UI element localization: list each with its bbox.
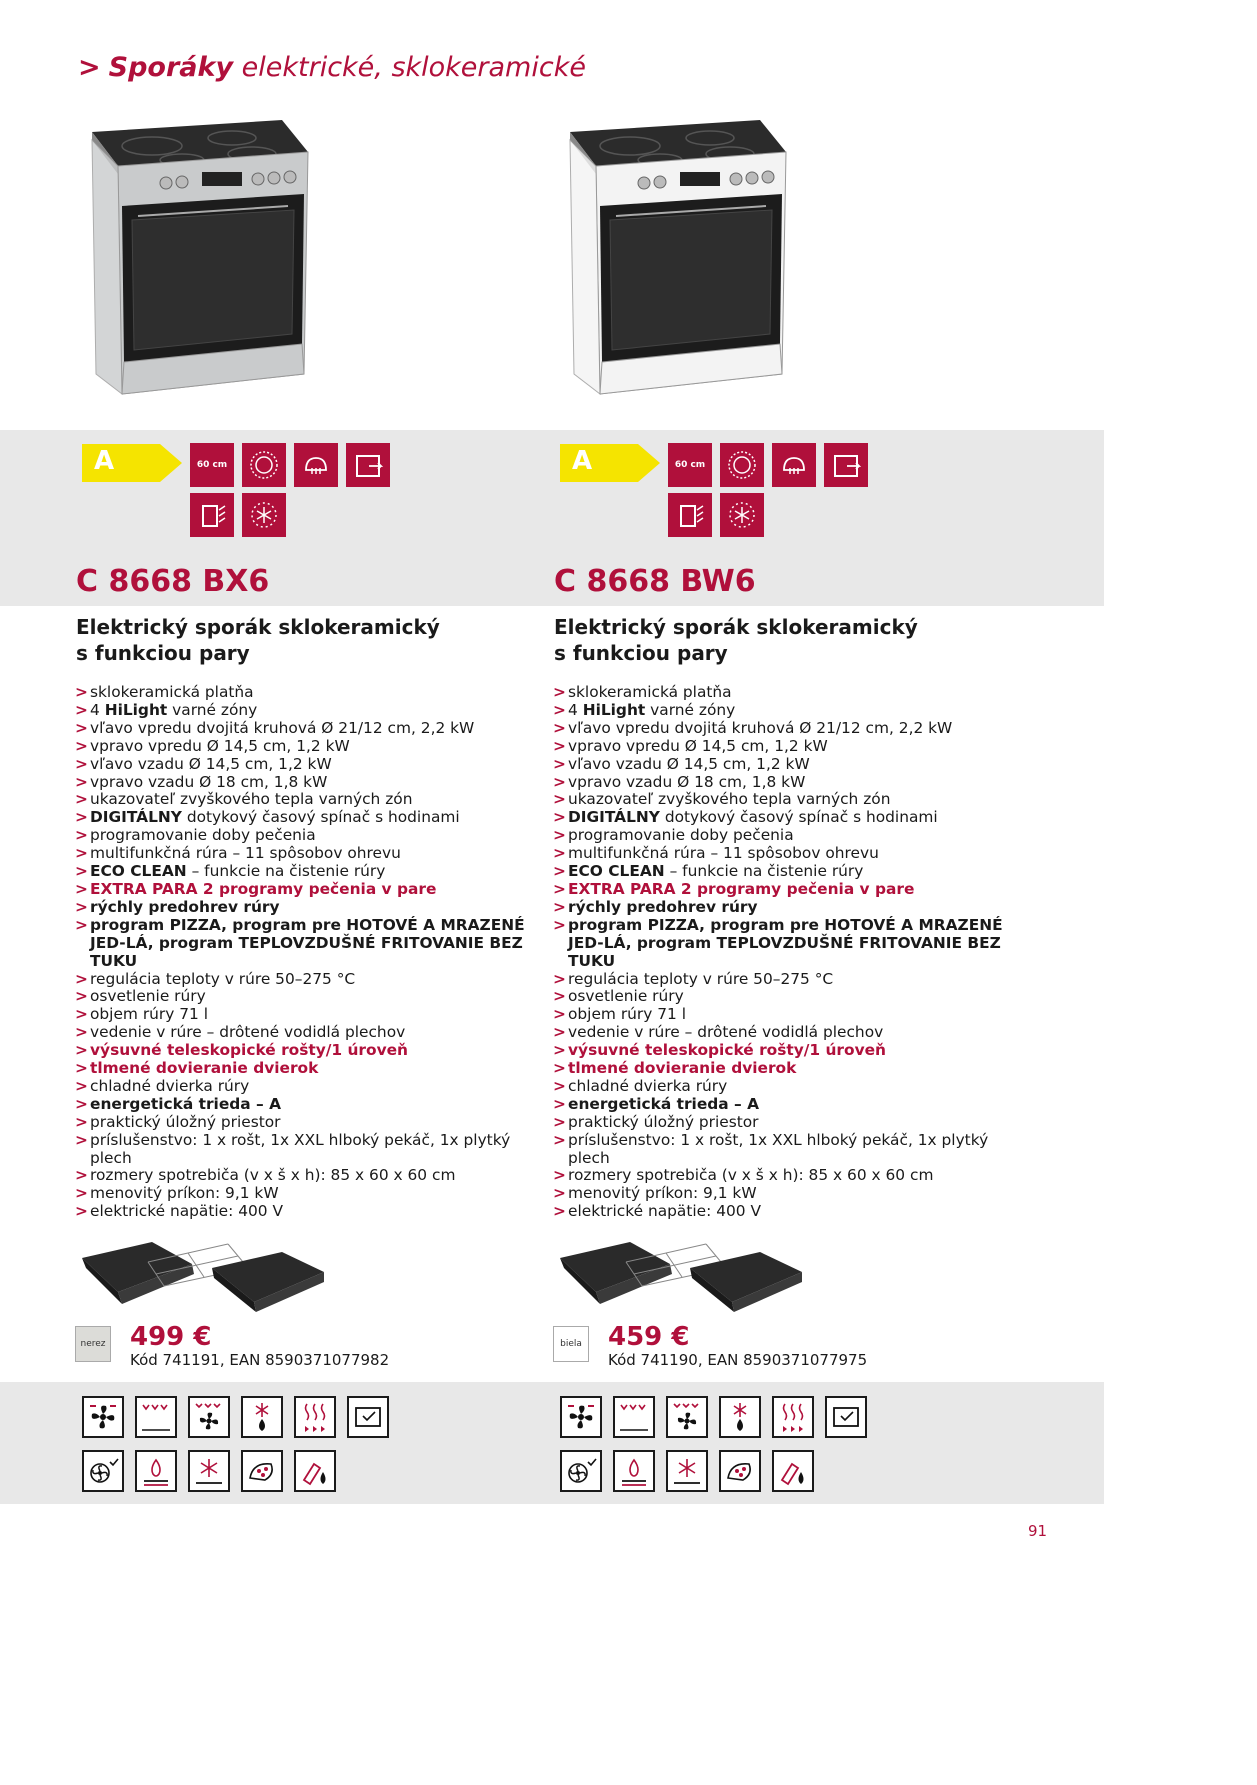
fan-with-top-heat-icon-glyph <box>192 1400 226 1434</box>
hot-air-fan-icon-glyph <box>564 1400 598 1434</box>
spec-item <box>75 881 545 899</box>
spec-text: – funkcie na čistenie rúry <box>664 862 864 881</box>
spec-text: vpravo vpredu Ø 14,5 cm, 1,2 kW <box>90 736 350 755</box>
chevron-right-icon: > <box>78 52 101 83</box>
pizza-tray-icon-glyph <box>245 1454 279 1488</box>
spec-text: ukazovateľ zvyškového tepla varných zón <box>568 790 891 809</box>
pizza-tray-icon-glyph <box>723 1454 757 1488</box>
fan-with-top-heat-icon-glyph <box>670 1400 704 1434</box>
price: 499 € <box>130 1322 212 1352</box>
spec-list <box>553 684 1023 1221</box>
storage-drawer-icon-glyph <box>351 448 385 482</box>
spec-text: výsuvné teleskopické rošty/1 úroveň <box>568 1041 887 1060</box>
page-number: 91 <box>1028 1522 1048 1540</box>
spec-text: osvetlenie rúry <box>568 987 684 1006</box>
stove-product-image <box>82 112 312 412</box>
fan-with-top-heat-icon <box>188 1396 230 1438</box>
spec-text: dotykový časový spínač s hodinami <box>181 808 460 827</box>
spec-item <box>553 917 1023 971</box>
spec-item <box>553 827 1023 845</box>
product-code: Kód 741191, EAN 8590371077982 <box>130 1351 390 1369</box>
spec-item <box>75 756 545 774</box>
spec-text: výsuvné teleskopické rošty/1 úroveň <box>90 1041 409 1060</box>
energy-class-value: A <box>94 446 115 476</box>
hilight-zone-icon-glyph <box>725 448 759 482</box>
product-subtitle <box>76 614 440 666</box>
top-bottom-heat-icon-glyph <box>139 1400 173 1434</box>
defrost-icon-glyph <box>247 498 281 532</box>
color-swatch: biela <box>553 1326 589 1362</box>
hot-air-fan-icon-glyph <box>86 1400 120 1434</box>
spec-item <box>75 684 545 702</box>
eco-fan-icon-glyph <box>564 1454 598 1488</box>
oven-timer-icon <box>347 1396 389 1438</box>
energy-class-value: A <box>572 446 593 476</box>
steam-plus-icon-glyph <box>298 1400 332 1434</box>
steam-plus-icon <box>294 1396 336 1438</box>
title-bold: Sporáky <box>108 52 234 83</box>
storage-drawer-icon <box>824 443 868 487</box>
spec-text: multifunkčná rúra – 11 spôsobov ohrevu <box>90 844 401 863</box>
spec-item <box>553 791 1023 809</box>
spec-item <box>553 702 1023 720</box>
spec-text: príslušenstvo: 1 x rošt, 1x XXL hlboký pekáč, 1x plytký plech <box>568 1130 989 1167</box>
spec-text: vedenie v rúre – drôtené vodidlá plechov <box>90 1023 406 1042</box>
hot-air-fan-icon <box>82 1396 124 1438</box>
pizza-tray-icon <box>241 1450 283 1492</box>
spec-text: multifunkčná rúra – 11 spôsobov ohrevu <box>568 844 879 863</box>
spec-item <box>553 1114 1023 1132</box>
spec-item <box>75 1185 545 1203</box>
spec-item <box>553 809 1023 827</box>
spec-text: programovanie doby pečenia <box>568 826 794 845</box>
spec-text: rozmery spotrebiča (v x š x h): 85 x 60 x 60 cm <box>90 1166 456 1185</box>
spec-item <box>75 1024 545 1042</box>
steam-clean-icon <box>294 1450 336 1492</box>
spec-text: DIGITÁLNY <box>90 808 182 827</box>
oven-timer-icon <box>825 1396 867 1438</box>
price: 459 € <box>608 1322 690 1352</box>
model-number: C 8668 BW6 <box>554 564 756 599</box>
steam-icon <box>294 443 338 487</box>
spec-item <box>75 1167 545 1185</box>
spec-item <box>75 1060 545 1078</box>
grill-star-icon-glyph <box>192 1454 226 1488</box>
width-60cm-icon <box>190 443 234 487</box>
spec-text: regulácia teploty v rúre 50–275 °C <box>90 969 356 988</box>
spec-item <box>75 702 545 720</box>
steam-icon <box>772 443 816 487</box>
product-subtitle <box>554 614 918 666</box>
spec-text: menovitý príkon: 9,1 kW <box>90 1184 279 1203</box>
spec-item <box>75 827 545 845</box>
page-title <box>78 52 586 83</box>
accessories-image <box>78 1234 328 1319</box>
hilight-zone-icon <box>242 443 286 487</box>
spec-item <box>75 917 545 971</box>
spec-text: program PIZZA, program pre HOTOVÉ A MRAZENÉ JED-LÁ, program TEPLOVZDUŠNÉ FRITOVANIE BEZ TUKU <box>90 915 525 970</box>
subtitle-line-1: Elektrický sporák sklokeramický <box>554 615 918 639</box>
width-60cm-icon <box>668 443 712 487</box>
spec-item <box>553 1078 1023 1096</box>
spec-item <box>75 1006 545 1024</box>
spec-text: praktický úložný priestor <box>568 1112 759 1131</box>
spec-text: 4 <box>568 700 583 719</box>
spec-text: objem rúry 71 l <box>568 1005 686 1024</box>
cool-door-icon <box>668 493 712 537</box>
energy-class-label <box>560 444 660 482</box>
title-rest: elektrické, sklokeramické <box>241 52 586 83</box>
pizza-tray-icon <box>719 1450 761 1492</box>
spec-text: vľavo vpredu dvojitá kruhová Ø 21/12 cm, 2,2 kW <box>568 718 953 737</box>
defrost-icon <box>720 493 764 537</box>
spec-item <box>553 845 1023 863</box>
spec-text: vpravo vzadu Ø 18 cm, 1,8 kW <box>90 772 328 791</box>
subtitle-line-2: s funkciou pary <box>554 641 728 665</box>
spec-list <box>75 684 545 1221</box>
subtitle-line-1: Elektrický sporák sklokeramický <box>76 615 440 639</box>
top-bottom-heat-icon-glyph <box>617 1400 651 1434</box>
accessories-image <box>556 1234 806 1319</box>
spec-text: program PIZZA, program pre HOTOVÉ A MRAZENÉ JED-LÁ, program TEPLOVZDUŠNÉ FRITOVANIE BEZ TUKU <box>568 915 1003 970</box>
spec-text: elektrické napätie: 400 V <box>568 1202 761 1221</box>
steam-icon-glyph <box>777 448 811 482</box>
spec-text: vedenie v rúre – drôtené vodidlá plechov <box>568 1023 884 1042</box>
steam-plus-icon <box>772 1396 814 1438</box>
spec-item <box>553 971 1023 989</box>
spec-item <box>75 809 545 827</box>
spec-text: rýchly predohrev rúry <box>90 897 280 916</box>
spec-item <box>553 899 1023 917</box>
spec-item <box>553 1006 1023 1024</box>
spec-item <box>553 738 1023 756</box>
defrost-drip-icon <box>719 1396 761 1438</box>
stove-product-image <box>560 112 790 412</box>
spec-item <box>75 845 545 863</box>
defrost-icon-glyph <box>725 498 759 532</box>
spec-text: osvetlenie rúry <box>90 987 206 1006</box>
steam-clean-icon-glyph <box>298 1454 332 1488</box>
spec-text: vľavo vzadu Ø 14,5 cm, 1,2 kW <box>90 754 332 773</box>
spec-text: sklokeramická platňa <box>90 683 254 701</box>
spec-item <box>553 756 1023 774</box>
spec-text: – funkcie na čistenie rúry <box>186 862 386 881</box>
spec-text: vpravo vpredu Ø 14,5 cm, 1,2 kW <box>568 736 828 755</box>
spec-text: energetická trieda – A <box>90 1094 282 1113</box>
spec-text: sklokeramická platňa <box>568 683 732 701</box>
pizza-flame-icon <box>613 1450 655 1492</box>
spec-item <box>553 1132 1023 1168</box>
spec-text: rýchly predohrev rúry <box>568 897 758 916</box>
spec-text: vľavo vpredu dvojitá kruhová Ø 21/12 cm, 2,2 kW <box>90 718 475 737</box>
spec-item <box>553 988 1023 1006</box>
subtitle-line-2: s funkciou pary <box>76 641 250 665</box>
steam-clean-icon <box>772 1450 814 1492</box>
spec-item <box>75 1132 545 1168</box>
spec-text: dotykový časový spínač s hodinami <box>659 808 938 827</box>
steam-icon-glyph <box>299 448 333 482</box>
spec-text: rozmery spotrebiča (v x š x h): 85 x 60 x 60 cm <box>568 1166 934 1185</box>
oven-timer-icon-glyph <box>351 1400 385 1434</box>
top-bottom-heat-icon <box>135 1396 177 1438</box>
spec-text: vpravo vzadu Ø 18 cm, 1,8 kW <box>568 772 806 791</box>
eco-fan-icon <box>560 1450 602 1492</box>
model-number: C 8668 BX6 <box>76 564 270 599</box>
energy-class-label <box>82 444 182 482</box>
spec-item <box>75 863 545 881</box>
spec-text: chladné dvierka rúry <box>90 1076 250 1095</box>
cool-door-icon-glyph <box>673 498 707 532</box>
spec-text: HiLight <box>582 700 646 719</box>
spec-text: EXTRA PARA 2 programy pečenia v pare <box>568 879 915 898</box>
spec-text: ECO CLEAN <box>90 862 187 881</box>
steam-clean-icon-glyph <box>776 1454 810 1488</box>
grill-star-icon <box>666 1450 708 1492</box>
spec-text: programovanie doby pečenia <box>90 826 316 845</box>
product-code: Kód 741190, EAN 8590371077975 <box>608 1351 868 1369</box>
spec-text: ukazovateľ zvyškového tepla varných zón <box>90 790 413 809</box>
spec-item <box>75 1078 545 1096</box>
spec-text: 4 <box>90 700 105 719</box>
fan-with-top-heat-icon <box>666 1396 708 1438</box>
spec-item <box>75 738 545 756</box>
top-bottom-heat-icon <box>613 1396 655 1438</box>
spec-text: praktický úložný priestor <box>90 1112 281 1131</box>
spec-item <box>75 774 545 792</box>
storage-drawer-icon <box>346 443 390 487</box>
eco-fan-icon <box>82 1450 124 1492</box>
color-swatch: nerez <box>75 1326 111 1362</box>
spec-text: chladné dvierka rúry <box>568 1076 728 1095</box>
defrost-drip-icon <box>241 1396 283 1438</box>
spec-item <box>553 1167 1023 1185</box>
spec-text: vľavo vzadu Ø 14,5 cm, 1,2 kW <box>568 754 810 773</box>
spec-item <box>553 1042 1023 1060</box>
grill-star-icon-glyph <box>670 1454 704 1488</box>
spec-item <box>553 1203 1023 1221</box>
defrost-drip-icon-glyph <box>723 1400 757 1434</box>
spec-text: objem rúry 71 l <box>90 1005 208 1024</box>
spec-item <box>553 720 1023 738</box>
spec-text: DIGITÁLNY <box>568 808 660 827</box>
hot-air-fan-icon <box>560 1396 602 1438</box>
spec-text: EXTRA PARA 2 programy pečenia v pare <box>90 879 437 898</box>
grill-star-icon <box>188 1450 230 1492</box>
spec-item <box>553 774 1023 792</box>
icon-label: 60 cm <box>674 460 706 470</box>
spec-text: varné zóny <box>645 700 736 719</box>
spec-text: varné zóny <box>167 700 258 719</box>
spec-text: energetická trieda – A <box>568 1094 760 1113</box>
spec-item <box>75 1114 545 1132</box>
spec-item <box>553 1096 1023 1114</box>
spec-item <box>553 1060 1023 1078</box>
spec-item <box>553 1024 1023 1042</box>
hilight-zone-icon-glyph <box>247 448 281 482</box>
spec-text: príslušenstvo: 1 x rošt, 1x XXL hlboký pekáč, 1x plytký plech <box>90 1130 511 1167</box>
spec-item <box>75 988 545 1006</box>
cool-door-icon <box>190 493 234 537</box>
icon-label: 60 cm <box>196 460 228 470</box>
spec-item <box>553 684 1023 702</box>
spec-item <box>553 1185 1023 1203</box>
eco-fan-icon-glyph <box>86 1454 120 1488</box>
spec-item <box>75 1203 545 1221</box>
oven-timer-icon-glyph <box>829 1400 863 1434</box>
spec-text: tlmené dovieranie dvierok <box>90 1059 319 1078</box>
spec-text: menovitý príkon: 9,1 kW <box>568 1184 757 1203</box>
spec-text: regulácia teploty v rúre 50–275 °C <box>568 969 834 988</box>
defrost-drip-icon-glyph <box>245 1400 279 1434</box>
spec-item <box>75 720 545 738</box>
storage-drawer-icon-glyph <box>829 448 863 482</box>
spec-item <box>553 881 1023 899</box>
cool-door-icon-glyph <box>195 498 229 532</box>
spec-item <box>75 791 545 809</box>
steam-plus-icon-glyph <box>776 1400 810 1434</box>
spec-item <box>75 1096 545 1114</box>
spec-item <box>553 863 1023 881</box>
pizza-flame-icon-glyph <box>139 1454 173 1488</box>
pizza-flame-icon-glyph <box>617 1454 651 1488</box>
pizza-flame-icon <box>135 1450 177 1492</box>
spec-text: elektrické napätie: 400 V <box>90 1202 283 1221</box>
defrost-icon <box>242 493 286 537</box>
spec-text: ECO CLEAN <box>568 862 665 881</box>
hilight-zone-icon <box>720 443 764 487</box>
spec-text: HiLight <box>104 700 168 719</box>
spec-item <box>75 899 545 917</box>
spec-item <box>75 1042 545 1060</box>
spec-item <box>75 971 545 989</box>
spec-text: tlmené dovieranie dvierok <box>568 1059 797 1078</box>
